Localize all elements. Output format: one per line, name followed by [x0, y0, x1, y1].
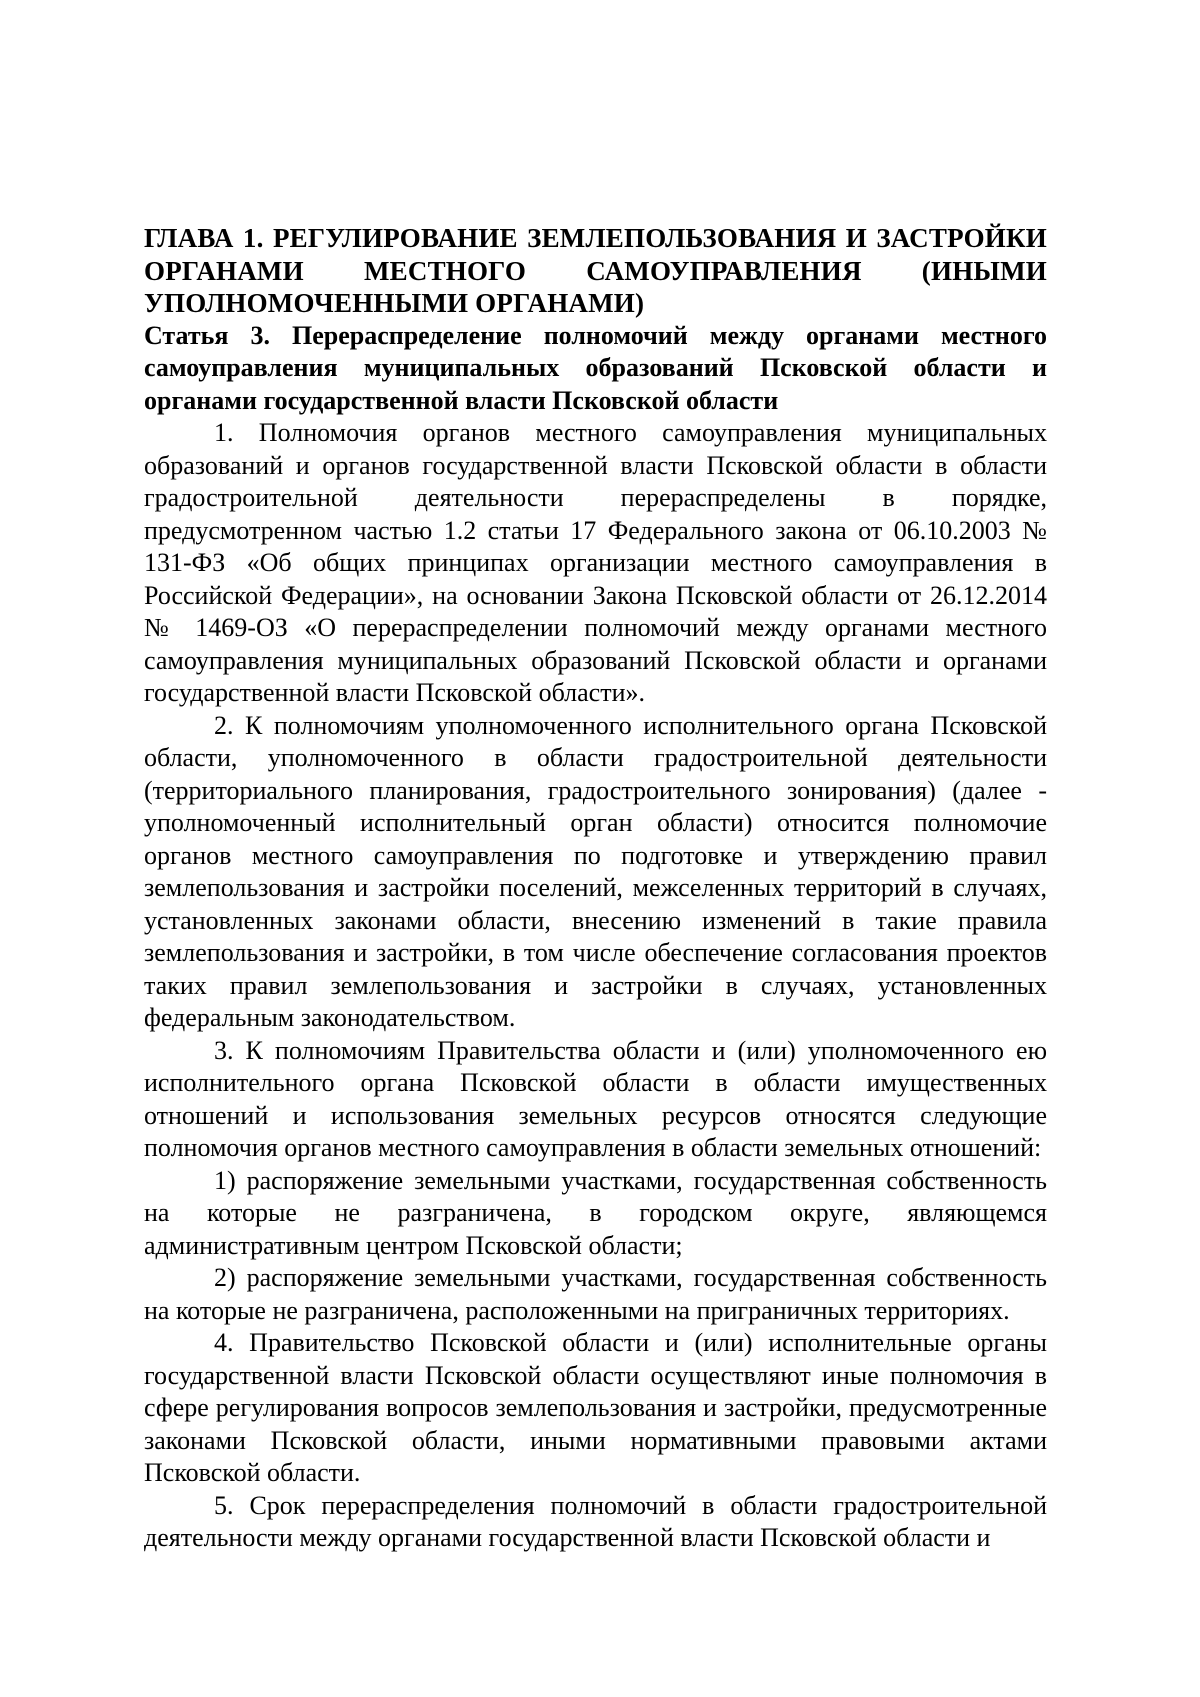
paragraph-3-item-1: 1) распоряжение земельными участками, государственная собственность на которые не разграничена, в городском округе, являющемся административным центром Псковской области; — [144, 1165, 1047, 1260]
article-title: Статья 3. Перераспределение полномочий между органами местного самоуправления муниципальных образований Псковской области и органами государственной власти Псковской области — [144, 320, 1047, 415]
paragraph-3: 3. К полномочиям Правительства области и (или) уполномоченного ею исполнительного органа Псковской области в области имущественных отношений и использования земельных ресурсов относятся следующие полномочия органов местного самоуправления в области земельных отношений: — [144, 1035, 1047, 1162]
paragraph-5: 5. Срок перераспределения полномочий в области градостроительной деятельности между органами государственной власти Псковской области и — [144, 1490, 1047, 1552]
paragraph-1: 1. Полномочия органов местного самоуправления муниципальных образований и органов государственной власти Псковской области в области градостроительной деятельности перераспределены в порядке, предусмотренном частью 1.2 статьи 17 Федерального закона от 06.10.2003 № 131-ФЗ «Об общих принципах организации местного самоуправления в Российской Федерации», на основании Закона Псковской области от 26.12.2014 № 1469-ОЗ «О перераспределении полномочий между органами местного самоуправления муниципальных образований Псковской области и органами государственной власти Псковской области». — [144, 418, 1047, 707]
document-body — [144, 222, 1047, 1555]
paragraph-3-item-2: 2) распоряжение земельными участками, государственная собственность на которые не разграничена, расположенными на приграничных территориях. — [144, 1263, 1047, 1325]
chapter-title: ГЛАВА 1. РЕГУЛИРОВАНИЕ ЗЕМЛЕПОЛЬЗОВАНИЯ И ЗАСТРОЙКИ ОРГАНАМИ МЕСТНОГО САМОУПРАВЛЕНИЯ (ИНЫМИ УПОЛНОМОЧЕННЫМИ ОРГАНАМИ) — [144, 223, 1047, 318]
paragraph-4: 4. Правительство Псковской области и (или) исполнительные органы государственной власти Псковской области осуществляют иные полномочия в сфере регулирования вопросов землепользования и застройки, предусмотренные законами Псковской области, иными нормативными правовыми актами Псковской области. — [144, 1328, 1047, 1487]
paragraph-2: 2. К полномочиям уполномоченного исполнительного органа Псковской области, уполномоченного в области градостроительной деятельности (территориального планирования, градостроительного зонирования) (далее - уполномоченный исполнительный орган области) относится полномочие органов местного самоуправления по подготовке и утверждению правил землепользования и застройки поселений, межселенных территорий в случаях, установленных законами области, внесению изменений в такие правила землепользования и застройки, в том числе обеспечение согласования проектов таких правил землепользования и застройки в случаях, установленных федеральным законодательством. — [144, 710, 1047, 1032]
